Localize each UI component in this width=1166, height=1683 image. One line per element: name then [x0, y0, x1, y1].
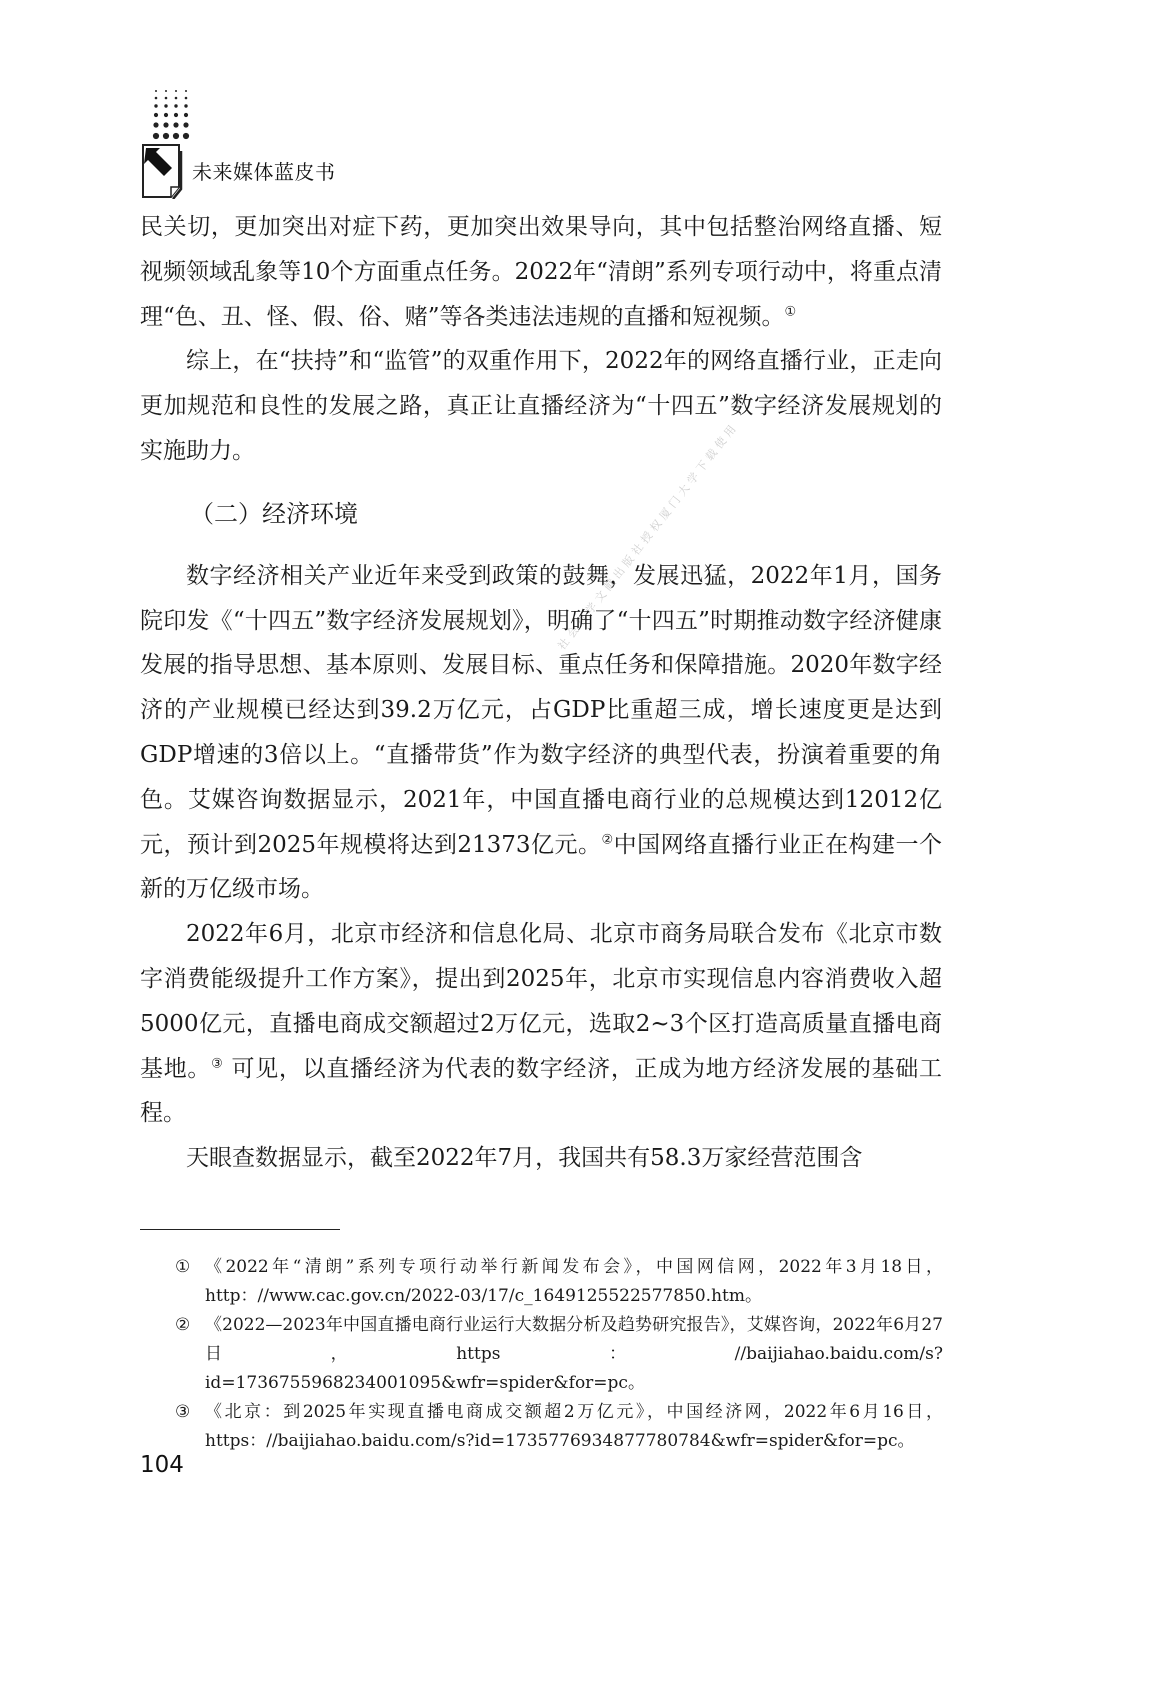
paragraph-text: 2022年6月，北京市经济和信息化局、北京市商务局联合发布《北京市数字消费能级提升工作方案》，提出到2025年，北京市实现信息内容消费收入超5000亿元，直播电商成交额超过2万亿元，选取2~3个区打造高质量直播电商基地。 [140, 921, 942, 1082]
paragraph-text: 数字经济相关产业近年来受到政策的鼓舞，发展迅猛，2022年1月，国务院印发《“十四五”数字经济发展规划》，明确了“十四五”时期推动数字经济健康发展的指导思想、基本原则、发展目标、重点任务和保障措施。2020年数字经济的产业规模已经达到39.2万亿元，占GDP比重超三成，增长速度更是达到GDP增速的3倍以上。“直播带货”作为数字经济的典型代表，扮演着重要的角色。艾媒咨询数据显示，2021年，中国直播电商行业的总规模达到12012亿元，预计到2025年规模将达到21373亿元。 [140, 562, 942, 858]
paragraph [140, 1136, 942, 1181]
running-header [140, 88, 540, 188]
footnote-ref[interactable]: ② [601, 831, 614, 847]
body-text [140, 205, 942, 1181]
paragraph [140, 205, 942, 339]
book-series-title: 未来媒体蓝皮书 [192, 160, 336, 184]
paragraph [140, 554, 942, 912]
footnote-marker: ② [175, 1315, 191, 1335]
book-arrow-icon [140, 143, 184, 199]
watermark-text: 社会科学文献出版社授权厦门大学下载使用 [555, 419, 741, 653]
footnote-text: 《2022年“清朗”系列专项行动举行新闻发布会》，中国网信网，2022年3月18日，http：//www.cac.gov.cn/2022-03/17/c_1649125522577850.htm。 [205, 1257, 943, 1306]
paragraph [140, 339, 942, 473]
footnote-text: 《北京：到2025年实现直播电商成交额超2万亿元》，中国经济网，2022年6月16日，https：//baijiahao.baidu.com/s?id=1735776934877780784&wfr=spider&for=pc。 [205, 1402, 943, 1451]
paragraph-text: 中国网络直播行业正在构建一个新的万亿级市场。 [140, 831, 943, 903]
page-number: 104 [140, 1452, 184, 1478]
paragraph-text: 民关切，更加突出对症下药，更加突出效果导向，其中包括整治网络直播、短视频领域乱象等10个方面重点任务。2022年“清朗”系列专项行动中，将重点清理“色、丑、怪、假、俗、赌”等各类违法违规的直播和短视频。 [140, 214, 942, 330]
footnotes [175, 1253, 943, 1456]
footnote-ref[interactable]: ① [784, 303, 797, 319]
footnote [175, 1253, 943, 1311]
paragraph [140, 912, 942, 1136]
footnote-marker: ③ [175, 1402, 191, 1422]
dot-pattern-icon [152, 88, 192, 140]
paragraph-text: 综上，在“扶持”和“监管”的双重作用下，2022年的网络直播行业，正走向更加规范和良性的发展之路，真正让直播经济为“十四五”数字经济发展规划的实施助力。 [140, 348, 942, 464]
footnote-divider [140, 1229, 340, 1230]
paragraph-text: 可见，以直播经济为代表的数字经济，正成为地方经济发展的基础工程。 [140, 1055, 943, 1127]
footnote-ref[interactable]: ③ [211, 1055, 224, 1071]
paragraph-text: 天眼查数据显示，截至2022年7月，我国共有58.3万家经营范围含 [186, 1145, 863, 1172]
section-heading: （二）经济环境 [190, 499, 358, 528]
footnote-marker: ① [175, 1257, 191, 1277]
footnote [175, 1311, 943, 1398]
footnote-text: 《2022—2023年中国直播电商行业运行大数据分析及趋势研究报告》，艾媒咨询，2022年6月27日，https：//baijiahao.baidu.com/s?id=1736755968234001095&wfr=spider&for=pc。 [205, 1315, 943, 1393]
footnote [175, 1398, 943, 1456]
